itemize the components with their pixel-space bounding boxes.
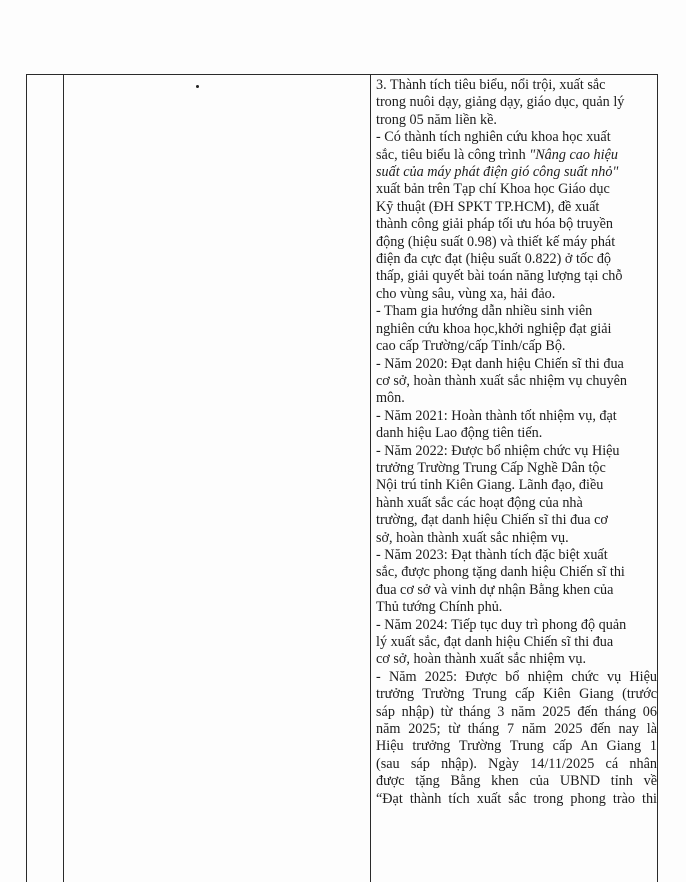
text-line: danh hiệu Lao động tiên tiến. — [376, 425, 543, 442]
text-line — [376, 164, 657, 181]
achievements-cell — [376, 77, 657, 808]
text-line: cho vùng sâu, vùng xa, hải đảo. — [376, 285, 556, 302]
text-line: sở, hoàn thành xuất sắc nhiệm vụ. — [376, 529, 569, 546]
text-line: - Năm 2024: Tiếp tục duy trì phong độ quản — [376, 616, 627, 633]
text-line: Kỹ thuật (ĐH SPKT TP.HCM), đề xuất — [376, 198, 600, 215]
text-line: trưởng Trường Trung Cấp Nghề Dân tộc — [376, 459, 606, 476]
text-line: đua cơ sở và vinh dự nhận Bằng khen của — [376, 581, 614, 598]
stray-dot-mark — [196, 85, 199, 88]
text-line: trưởng Trường Trung cấp Kiên Giang (trước — [376, 686, 657, 703]
text-segment: sắc, tiêu biểu là công trình — [376, 146, 530, 163]
text-line: - Năm 2022: Được bổ nhiệm chức vụ Hiệu — [376, 442, 620, 459]
text-line: sắc, được phong tặng danh hiệu Chiến sĩ thi — [376, 564, 625, 581]
text-line — [376, 147, 657, 164]
text-line: Hiệu trưởng Trường Trung cấp An Giang 1 — [376, 738, 657, 755]
text-line: trong nuôi dạy, giảng dạy, giáo dục, quản lý — [376, 94, 625, 111]
text-line: hành xuất sắc các hoạt động của nhà — [376, 494, 583, 511]
table-top-border — [26, 74, 657, 75]
text-line: xuất bản trên Tạp chí Khoa học Giáo dục — [376, 181, 610, 198]
table-border-col2 — [370, 74, 371, 882]
text-line: - Năm 2021: Hoàn thành tốt nhiệm vụ, đạt — [376, 407, 617, 424]
text-line: sáp nhập) từ tháng 3 năm 2025 đến tháng 06 — [376, 703, 657, 720]
text-line: trường, đạt danh hiệu Chiến sĩ thi đua cơ — [376, 512, 608, 529]
text-line: điện đa cực đạt (hiệu suất 0.822) ở tốc độ — [376, 251, 612, 268]
text-line: môn. — [376, 390, 405, 407]
text-line: cao cấp Trường/cấp Tỉnh/cấp Bộ. — [376, 338, 566, 355]
text-line: năm 2025; từ tháng 7 năm 2025 đến nay là — [376, 720, 657, 737]
text-line: 3. Thành tích tiêu biểu, nổi trội, xuất sắc — [376, 77, 606, 93]
text-line: Thủ tướng Chính phủ. — [376, 599, 503, 616]
text-line: lý xuất sắc, đạt danh hiệu Chiến sĩ thi đua — [376, 634, 614, 650]
text-line: nghiên cứu khoa học,khởi nghiệp đạt giải — [376, 320, 612, 337]
text-line: - Năm 2025: Được bổ nhiệm chức vụ Hiệu — [376, 668, 657, 685]
text-line: trong 05 năm liền kề. — [376, 111, 497, 128]
text-line: cơ sở, hoàn thành xuất sắc nhiệm vụ. — [376, 651, 587, 668]
text-line: - Có thành tích nghiên cứu khoa học xuất — [376, 129, 611, 146]
table-border-left — [26, 74, 27, 882]
italic-title-segment: suất của máy phát điện gió công suất nhỏ" — [376, 164, 619, 181]
text-line: “Đạt thành tích xuất sắc trong phong trào thi — [376, 790, 657, 807]
table-border-right — [657, 74, 658, 882]
text-line: Nội trú tỉnh Kiên Giang. Lãnh đạo, điều — [376, 477, 604, 494]
table-border-col1 — [63, 74, 64, 882]
italic-title-segment: "Nâng cao hiệu — [529, 146, 618, 163]
text-line: thấp, giải quyết bài toán năng lượng tại chỗ — [376, 268, 623, 285]
text-line: - Năm 2020: Đạt danh hiệu Chiến sĩ thi đua — [376, 355, 624, 372]
text-line: (sau sáp nhập). Ngày 14/11/2025 cá nhân — [376, 755, 657, 772]
text-line: cơ sở, hoàn thành xuất sắc nhiệm vụ chuyên — [376, 372, 628, 389]
text-line: - Tham gia hướng dẫn nhiều sinh viên — [376, 303, 593, 320]
text-line: - Năm 2023: Đạt thành tích đặc biệt xuất — [376, 546, 608, 563]
text-line: động (hiệu suất 0.98) và thiết kế máy phát — [376, 233, 616, 250]
text-line: thành công giải pháp tối ưu hóa bộ truyền — [376, 216, 614, 233]
text-line: được tặng Bằng khen của UBND tỉnh về — [376, 773, 657, 790]
